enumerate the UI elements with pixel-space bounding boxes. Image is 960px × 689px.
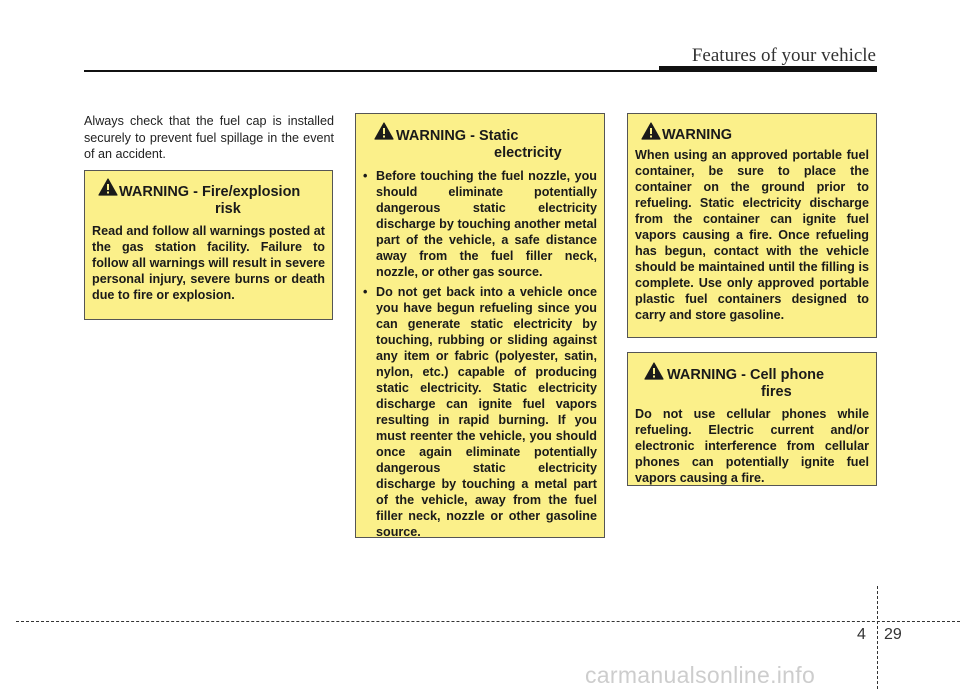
warning-subtitle-continued: risk: [215, 201, 241, 217]
warning-subtitle: - Fire/explosion: [189, 184, 301, 200]
warning-triangle-icon: [644, 362, 664, 380]
footer-rule: [16, 621, 960, 622]
watermark-text: carmanualsonline.info: [585, 662, 816, 688]
chapter-number: 4: [857, 626, 866, 643]
warning-body: Do not use cellular phones while refueling. Electric current and/or electronic interference from cellular phones can potentially ignite fuel vapors causing a fire.: [635, 407, 869, 485]
page-number: 29: [884, 626, 902, 643]
warning-triangle-icon: [641, 122, 661, 140]
warning-box-cell-phone: [627, 352, 877, 486]
warning-subtitle: - Cell phone: [737, 367, 825, 383]
list-item: • Do not get back into a vehicle once you have begun refueling since you can generate static electricity by touching, rubbing or sliding against any item or fabric (polyester, satin, nylon, etc.) capable of producing static electricity. Static electricity discharge can ignite fuel vapors resulting in rapid burning. If you must reenter the vehicle, you should once again eliminate potentially dangerous static electricity discharge by touching a metal part of the vehicle, away from the fuel filler neck, nozzle or other gasoline source.: [363, 284, 597, 540]
warning-triangle-icon: [374, 122, 394, 140]
warning-heading: [635, 367, 869, 401]
warning-bullet-list: [363, 168, 597, 540]
warning-subtitle: - Static: [466, 128, 519, 144]
warning-box-portable-container: [627, 113, 877, 338]
header-rule: [84, 70, 659, 72]
warning-label: WARNING: [119, 184, 190, 200]
warning-label: WARNING: [396, 128, 467, 144]
page-header-title: Features of your vehicle: [691, 45, 876, 66]
warning-heading: [635, 127, 869, 144]
warning-label: WARNING: [662, 127, 733, 143]
warning-subtitle-continued: fires: [761, 384, 792, 400]
footer-page-divider: [877, 586, 878, 689]
warning-box-fire-explosion: [84, 170, 333, 320]
intro-paragraph: Always check that the fuel cap is installed securely to prevent fuel spillage in the event of an accident.: [84, 114, 334, 161]
warning-body: Read and follow all warnings posted at the gas station facility. Failure to follow all warnings will result in severe personal injury, severe burns or death due to fire or explosion.: [92, 224, 325, 302]
warning-subtitle-continued: electricity: [494, 145, 562, 161]
warning-body: When using an approved portable fuel container, be sure to place the container on the ground prior to refueling. Static electricity discharge from the container can ignite fuel vapors causing a fire. Once refueling has begun, contact with the vehicle should be maintained until the filling is complete. Use only approved portable plastic fuel containers designed to carry and store gasoline.: [635, 148, 869, 322]
warning-heading: [363, 128, 597, 162]
header-rule-accent: [659, 66, 877, 72]
list-item: • Before touching the fuel nozzle, you should eliminate potentially dangerous static electricity discharge by touching another metal part of the vehicle, a safe distance away from the fuel filler neck, nozzle, or other gas source.: [363, 168, 597, 280]
warning-label: WARNING: [667, 367, 738, 383]
warning-heading: [92, 184, 325, 218]
warning-triangle-icon: [98, 178, 118, 196]
warning-box-static-electricity: [355, 113, 605, 538]
